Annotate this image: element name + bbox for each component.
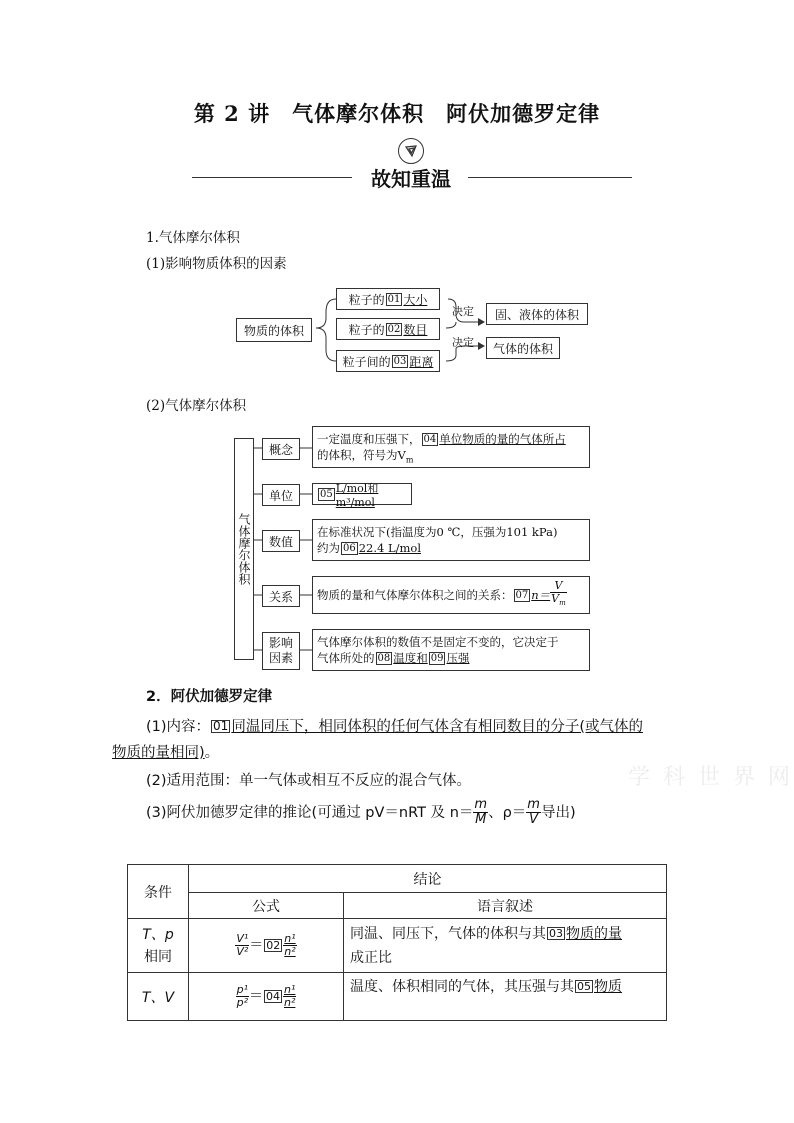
influence-label-box <box>262 632 300 670</box>
answer-number-03: 03 <box>393 355 407 367</box>
influence-line1: 气体摩尔体积的数值不是固定不变的，它决定于 <box>317 635 559 649</box>
s2-p1-pre: (1)内容： <box>146 719 211 735</box>
s1-sub2: (2)气体摩尔体积 <box>146 398 247 414</box>
row1-formula <box>189 919 344 973</box>
s2-p3-fraction-n-num: m <box>474 797 488 812</box>
row1-condition-line1: T、p <box>142 926 174 943</box>
header-condition: 条件 <box>128 865 189 919</box>
section-title: 故知重温 <box>371 167 451 191</box>
answer-number-s2-01: 01 <box>213 719 229 733</box>
relation-box <box>312 576 590 614</box>
s2-p3-mid: 、ρ＝ <box>488 804 527 821</box>
answer-number-06: 06 <box>343 543 356 554</box>
unit-label: 单位 <box>268 488 293 503</box>
s2-p3-fraction-rho-num: m <box>527 797 540 812</box>
table-row <box>128 973 667 1021</box>
relation-text: 物质的量和气体摩尔体积之间的关系： <box>317 588 513 602</box>
inference-table <box>127 864 667 1021</box>
s1-heading: 1.气体摩尔体积 <box>146 230 240 246</box>
relation-fraction-den: V <box>551 592 560 606</box>
influence-answer-temp: 温度和 <box>393 651 428 665</box>
unit-answer: L/mol和m³/mol <box>335 481 379 509</box>
row2-condition: T、V <box>128 973 189 1021</box>
answer-number-01: 01 <box>387 293 401 305</box>
row2-lhs-num: p¹ <box>236 983 248 996</box>
influence-box <box>312 629 590 671</box>
row2-desc-answer: 物质 <box>594 979 622 995</box>
concept-box <box>312 426 590 468</box>
header-formula: 公式 <box>189 893 344 919</box>
concept-answer: 单位物质的量的气体所占 <box>439 432 566 446</box>
s2-heading: 2．阿伏加德罗定律 <box>146 689 273 705</box>
row1-condition-line2: 相同 <box>144 948 172 965</box>
answer-number-t04: 04 <box>266 989 280 1003</box>
factor-size-answer: 大小 <box>403 292 428 307</box>
s2-p1-answer-line2: 物质的量相同) <box>112 745 205 761</box>
molar-volume-side-box <box>234 438 254 660</box>
influence-label-line1: 影响 <box>268 636 293 650</box>
row1-desc-pre: 同温、同压下，气体的体积与其 <box>350 925 546 942</box>
decide-label-2: 决定 <box>452 336 474 349</box>
row2-rhs-den: n² <box>284 996 296 1009</box>
row2-description <box>344 973 667 1021</box>
value-box <box>312 519 590 561</box>
row1-rhs-den: n² <box>284 945 296 958</box>
answer-number-04: 04 <box>423 434 437 445</box>
row1-rhs-fraction <box>283 933 296 958</box>
s2-p1-end: 。 <box>204 745 220 761</box>
row1-rhs-num: n¹ <box>284 932 296 945</box>
answer-number-02: 02 <box>387 323 401 335</box>
row2-lhs-fraction <box>236 984 249 1009</box>
value-answer: 22.4 L/mol <box>358 541 422 555</box>
row1-desc-line2: 成正比 <box>350 949 392 966</box>
value-line1: 在标准状况下(指温度为0 ℃，压强为101 kPa) <box>317 525 558 539</box>
answer-number-t03: 03 <box>549 926 563 940</box>
molar-volume-side-label: 气体摩尔体积 <box>237 513 251 585</box>
influence-answer-pressure: 压强 <box>446 651 470 665</box>
decide-label-1: 决定 <box>452 305 474 318</box>
s2-p3-fraction-rho <box>526 798 541 827</box>
factor-distance-answer: 距离 <box>409 354 434 369</box>
factor-size-pre: 粒子的 <box>348 292 385 307</box>
concept-label-box <box>262 438 300 460</box>
table-header-row <box>128 865 667 893</box>
row2-desc-pre: 温度、体积相同的气体，其压强与其 <box>350 979 574 995</box>
row2-formula <box>189 973 344 1021</box>
answer-number-05: 05 <box>320 488 333 500</box>
watermark: 学 科 世 界 网 <box>628 765 793 790</box>
row1-lhs-den: V² <box>236 945 249 958</box>
answer-number-09: 09 <box>430 653 444 664</box>
relation-fraction-den-sub: m <box>559 599 566 608</box>
row1-condition <box>128 919 189 973</box>
influence-label-line2: 因素 <box>268 651 293 665</box>
concept-line2: 的体积，符号为V <box>317 448 406 462</box>
influence-line2-pre: 气体所处的 <box>317 651 375 665</box>
table-row <box>128 919 667 973</box>
unit-label-box <box>262 484 300 506</box>
s2-p3-pre: (3)阿伏加德罗定律的推论(可通过 pV＝nRT 及 n＝ <box>146 804 474 821</box>
value-label-box <box>262 530 300 552</box>
concept-line1-pre: 一定温度和压强下， <box>317 432 421 446</box>
row1-lhs-num: V¹ <box>236 932 249 945</box>
row2-rhs-num: n¹ <box>284 983 296 996</box>
table-subheader-row <box>128 893 667 919</box>
s2-p3-fraction-n-den: M <box>475 812 487 827</box>
factor-count-answer: 数目 <box>403 322 428 337</box>
concept-symbol-sub: m <box>405 455 414 465</box>
s2-p3-fraction-rho-den: V <box>529 812 539 827</box>
unit-box <box>312 481 412 509</box>
root-label: 物质的体积 <box>243 323 304 338</box>
row2-eq: ＝ <box>249 988 263 1005</box>
s2-p1 <box>112 714 692 766</box>
page-title: 第 2 讲 气体摩尔体积 阿伏加德罗定律 <box>193 101 601 126</box>
row2-rhs-fraction <box>283 984 296 1009</box>
result-gas: 气体的体积 <box>492 341 553 356</box>
value-label: 数值 <box>268 534 293 549</box>
s2-p2: (2)适用范围：单一气体或相互不反应的混合气体。 <box>146 773 472 789</box>
s2-p1-answer-line1: 同温同压下，相同体积的任何气体含有相同数目的分子(或气体的 <box>231 719 643 735</box>
factor-distance-pre: 粒子间的 <box>342 354 391 369</box>
s2-p3 <box>146 798 576 827</box>
value-line2-pre: 约为 <box>317 541 340 555</box>
relation-label: 关系 <box>268 589 293 604</box>
row1-lhs-fraction <box>235 933 249 958</box>
relation-formula-lhs: n＝ <box>531 588 551 602</box>
row2-lhs-den: p² <box>236 996 248 1009</box>
row1-desc-answer: 物质的量 <box>566 925 622 942</box>
header-description: 语言叙述 <box>344 893 667 919</box>
concept-label: 概念 <box>268 442 293 457</box>
s2-p3-post: 导出) <box>540 804 576 821</box>
answer-number-t02: 02 <box>266 938 281 952</box>
answer-number-t05: 05 <box>577 980 591 993</box>
factor-count-pre: 粒子的 <box>348 322 385 337</box>
result-solid-liquid: 固、液体的体积 <box>494 307 579 322</box>
relation-fraction <box>550 580 567 609</box>
row1-eq: ＝ <box>249 937 264 954</box>
row1-description <box>344 919 667 973</box>
s2-p3-fraction-n <box>473 798 488 827</box>
answer-number-08: 08 <box>377 653 391 664</box>
s1-sub1: (1)影响物质体积的因素 <box>146 256 287 272</box>
relation-fraction-num: V <box>550 580 567 593</box>
relation-label-box <box>262 585 300 607</box>
header-conclusion: 结论 <box>189 865 667 893</box>
answer-number-07: 07 <box>515 589 529 601</box>
